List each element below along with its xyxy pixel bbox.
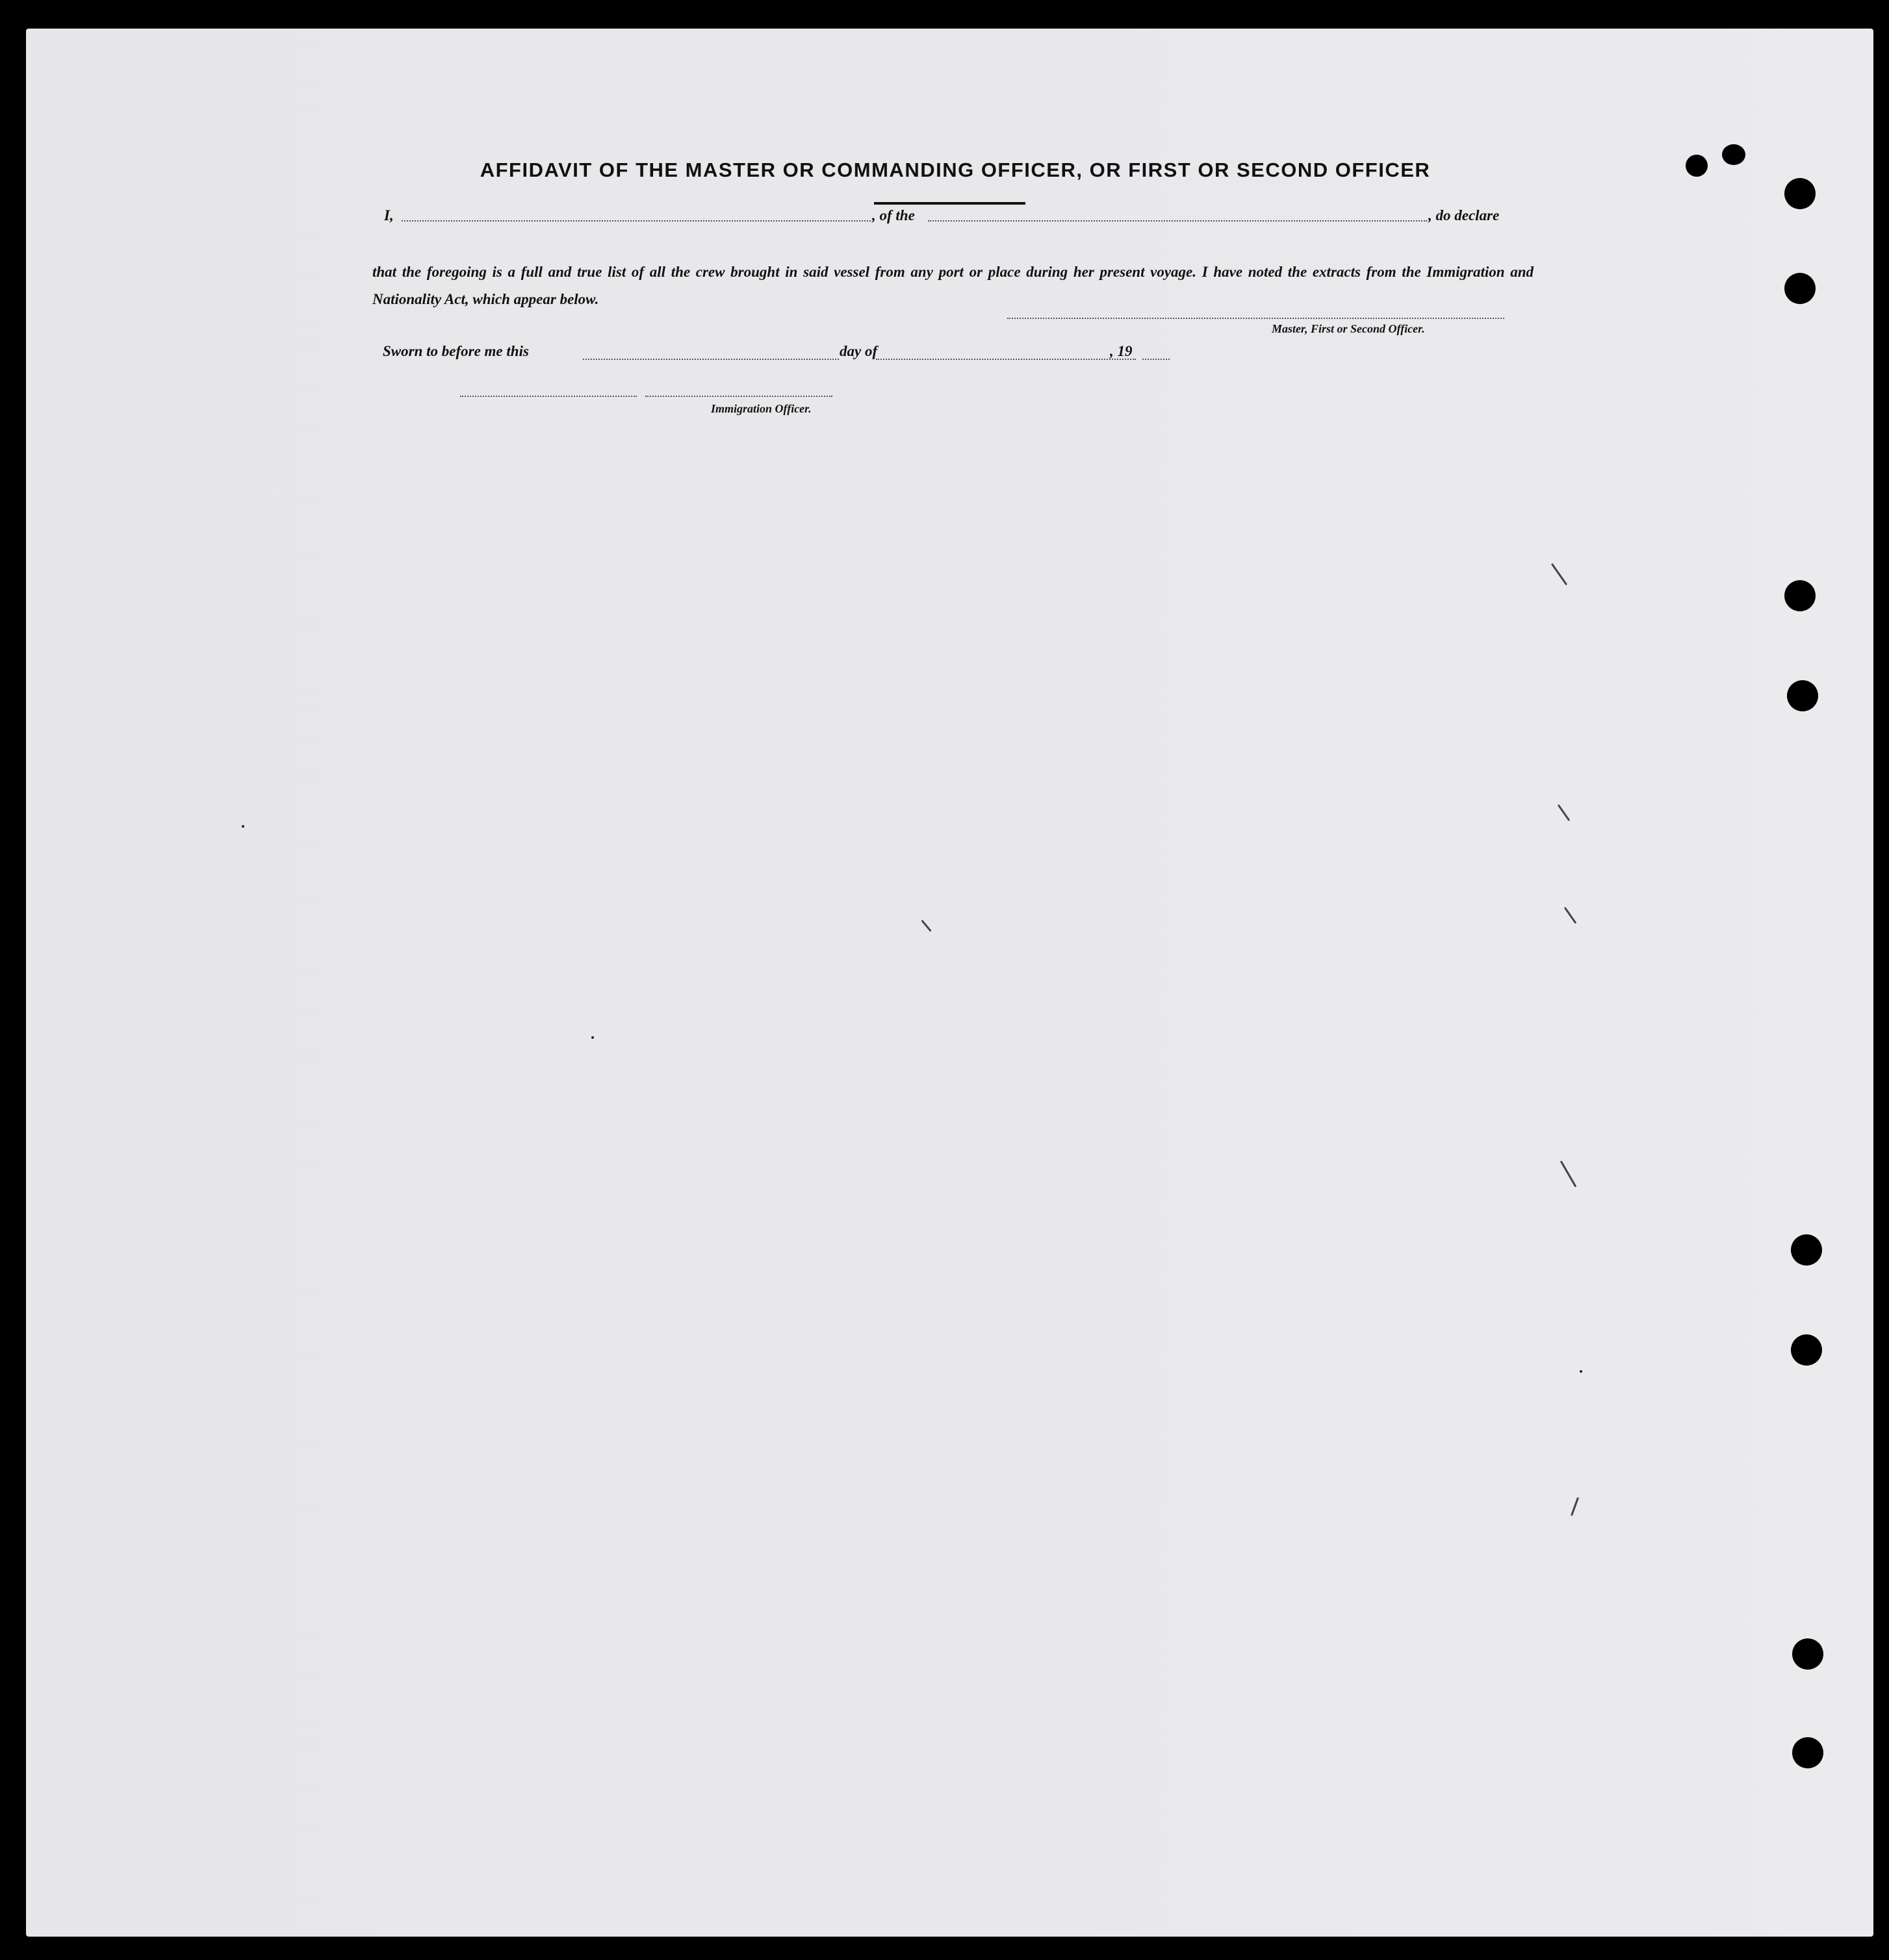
sworn-year-field[interactable] [1142,359,1170,360]
sworn-month-field[interactable] [876,359,1136,360]
officer-signature-caption: Immigration Officer. [711,402,812,415]
binder-hole [1784,178,1816,209]
sworn-day-label: day of [840,343,878,359]
vessel-name-field[interactable] [928,220,1427,222]
declarant-name-field[interactable] [402,220,871,222]
binder-hole [1791,1234,1822,1266]
document-page [26,29,1873,1937]
sworn-year-label: , 19 [1110,343,1133,359]
master-signature-caption: Master, First or Second Officer. [1272,322,1425,335]
declarant-prefix: I, [384,207,394,223]
pencil-tick [1560,1160,1577,1187]
affidavit-body: that the foregoing is a full and true list of all the crew brought in said vessel from any port or place during her present voyage. I have noted the extracts from the Immigration and Nationality Act, which appear below. [372,264,1534,307]
binder-hole [1792,1638,1823,1670]
binder-hole [1787,680,1818,711]
declare-suffix: , do declare [1428,207,1500,223]
binder-hole [1784,273,1816,304]
binder-hole [1791,1334,1822,1366]
binder-hole [1722,144,1745,165]
vessel-prefix: , of the [872,207,915,223]
title-underline [874,202,1025,205]
sworn-prefix: Sworn to before me this [383,343,529,359]
affidavit-title: AFFIDAVIT OF THE MASTER OR COMMANDING OFFICER, OR FIRST OR SECOND OFFICER [480,159,1431,181]
officer-signature-field-right[interactable] [645,396,832,397]
pencil-tick [921,920,931,932]
sworn-day-field[interactable] [583,359,839,360]
pencil-tick [1551,563,1567,585]
binder-hole [1784,580,1816,611]
binder-hole [1686,155,1708,177]
officer-signature-field-left[interactable] [460,396,637,397]
scan-speck [591,1036,594,1039]
master-signature-field[interactable] [1007,318,1504,319]
pencil-tick [1558,804,1571,821]
pencil-tick [1564,907,1577,924]
scan-speck [1580,1370,1582,1373]
pencil-tick [1571,1497,1579,1516]
scan-speck [242,825,244,828]
binder-hole [1792,1737,1823,1768]
